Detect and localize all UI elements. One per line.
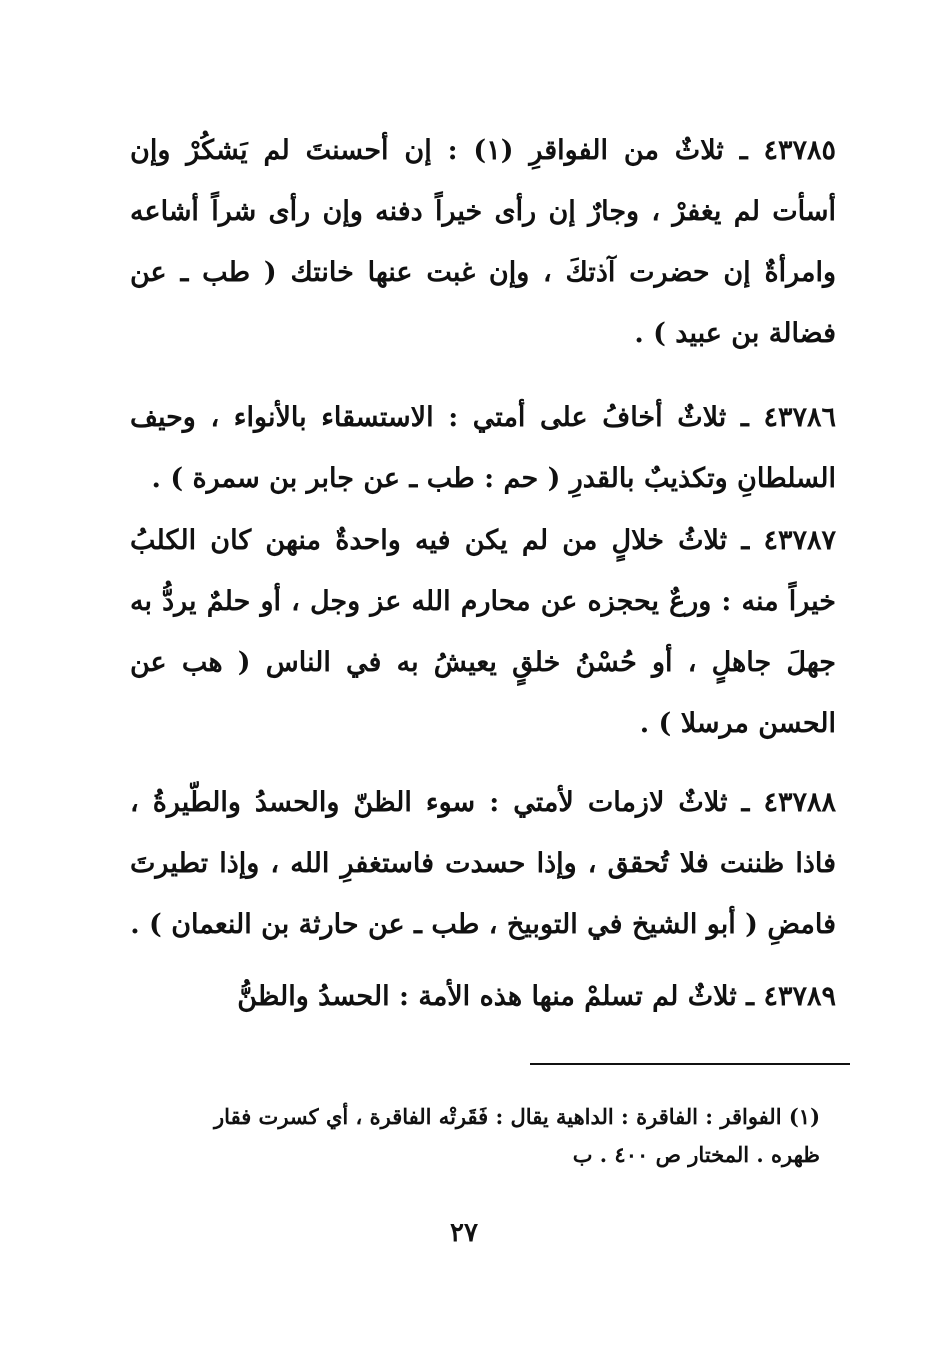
hadith-43787 [130, 510, 836, 754]
footnote-divider [530, 1063, 850, 1065]
hadith-text: ٤٣٧٨٧ ـ ثلاثُ خلالٍ من لم يكن فيه واحدةٌ منهن كان الكلبُ خيراً منه : ورعٌ يحجزه عن محارم الله عز وجل ، أو حلمٌ يردُّ به جهلَ جاهلٍ ، أو حُسْنُ خلقٍ يعيشُ به في الناس ( هب عن الحسن مرسلا ) . [130, 525, 836, 739]
hadith-text: ٤٣٧٨٩ ـ ثلاثٌ لم تسلمْ منها هذه الأمة : الحسدُ والظنُّ [237, 981, 836, 1012]
hadith-text: ٤٣٧٨٦ ـ ثلاثٌ أخافُ على أمتي : الاستسقاء بالأنواء ، وحيف السلطانِ وتكذيبٌ بالقدرِ ( حم : طب ـ عن جابر بن سمرة ) . [130, 402, 836, 494]
hadith-text: ٤٣٧٨٨ ـ ثلاثٌ لازمات لأمتي : سوء الظنّ والحسدُ والطّيرةُ ، فاذا ظننت فلا تُحقق ، وإذا حسدت فاستغفرِ الله ، وإذا تطيرتَ فامضِ ( أبو الشيخ في التوبيخ ، طب ـ عن حارثة بن النعمان ) . [130, 787, 836, 940]
hadith-43788 [130, 772, 836, 955]
hadith-text: ٤٣٧٨٥ ـ ثلاثٌ من الفواقرِ (١) : إن أحسنتَ لم يَشكُرْ وإن أسأت لم يغفرْ ، وجارٌ إن رأى خيراً دفنه وإن رأى شراً أشاعه وامرأةٌ إن حضرت آذتكَ ، وإن غبت عنها خانتك ( طب ـ عن فضالة بن عبيد ) . [130, 135, 836, 349]
hadith-43789 [130, 966, 836, 1027]
hadith-43786 [130, 387, 836, 509]
page-number: ٢٧ [450, 1218, 478, 1248]
footnote-line-1: (١) الفواقر : الفاقرة : الداهية يقال : فَقَرتْه الفاقرة ، أي كسرت فقار [214, 1104, 820, 1129]
footnote-line-2: ظهره . المختار ص ٤٠٠ . ب [572, 1142, 820, 1167]
hadith-43785 [130, 120, 836, 364]
footnote [140, 1098, 820, 1174]
